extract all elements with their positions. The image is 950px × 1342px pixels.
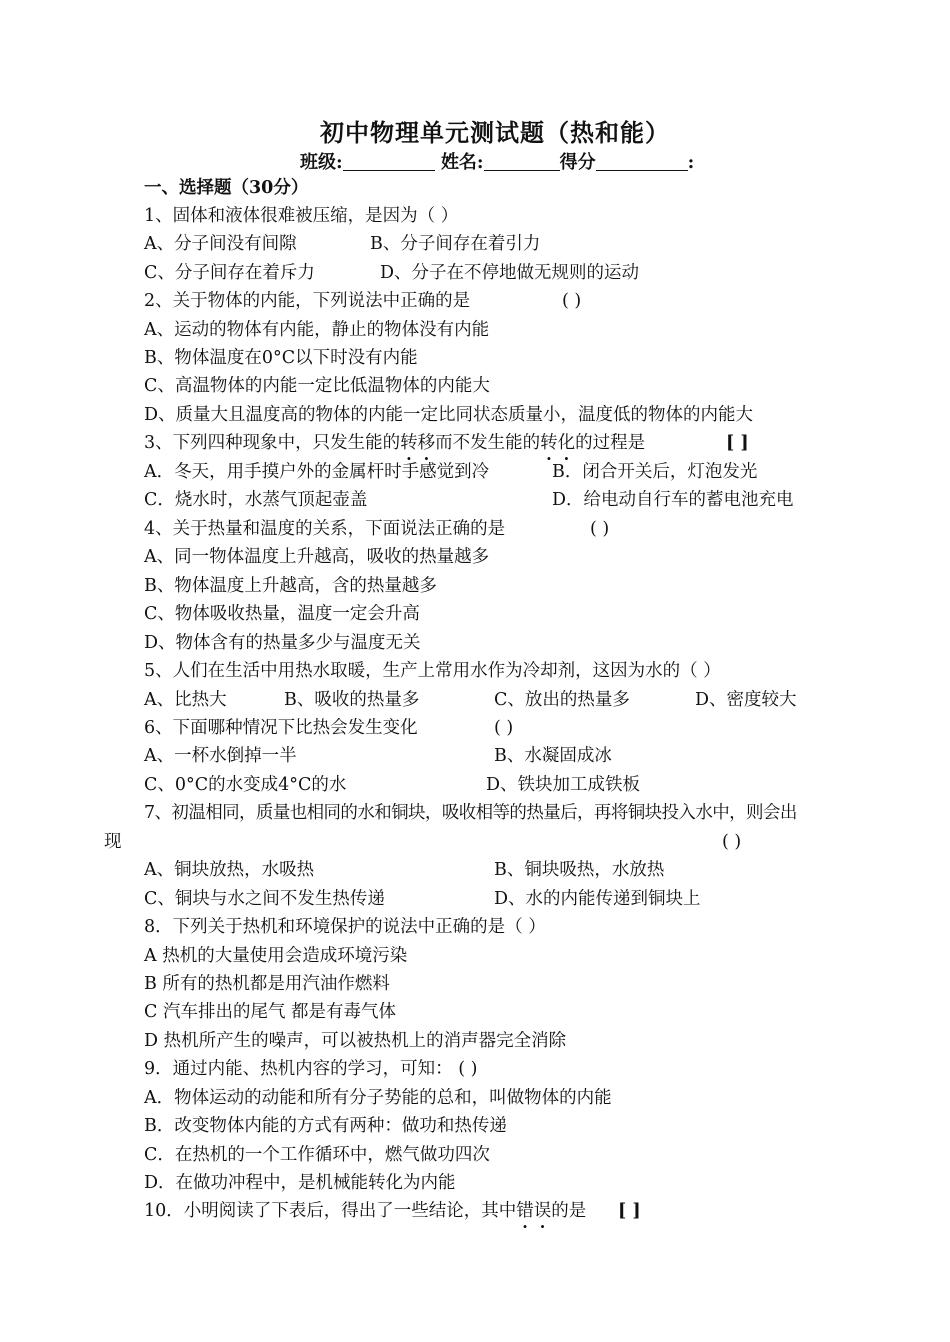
q3-option-d: D．给电动自行车的蓄电池充电: [552, 490, 794, 510]
q6-option-a: A、一杯水倒掉一半: [144, 746, 297, 766]
student-info-row: [300, 148, 694, 174]
q5-option-b: B、吸收的热量多: [284, 690, 420, 710]
q6-option-b: B、水凝固成冰: [494, 746, 612, 766]
q3-stem-pre: 3、下列四种现象中，只发生能的: [144, 433, 401, 453]
q8-option-d: D 热机所产生的噪声，可以被热机上的消声器完全消除: [144, 1031, 567, 1051]
q7-option-b: B、铜块吸热，水放热: [494, 860, 665, 880]
q10-emphasis-char: 误: [533, 1201, 552, 1221]
q3-stem-mid: 而不发生能的: [435, 433, 541, 453]
q9-option-b: B．改变物体内能的方式有两种：做功和热传递: [144, 1116, 507, 1136]
q7-option-d: D、水的内能传递到铜块上: [494, 889, 701, 909]
q9-option-d: D．在做功冲程中，是机械能转化为内能: [144, 1173, 456, 1193]
question-5-stem: 5、人们在生活中用热水取暖，生产上常用水作为冷却剂，这因为水的（ ）: [144, 661, 721, 681]
q6-option-d: D、铁块加工成铁板: [486, 775, 641, 795]
q2-answer-bracket: ( ): [562, 291, 582, 311]
q7-answer-bracket: ( ): [722, 832, 742, 852]
q9-option-c: C．在热机的一个工作循环中，燃气做功四次: [144, 1145, 490, 1165]
question-10-stem: [144, 1199, 586, 1223]
q10-answer-bracket: [ ]: [618, 1201, 641, 1221]
class-label: 班级:: [300, 152, 343, 173]
question-4-stem: 4、关于热量和温度的关系，下面说法正确的是: [144, 519, 506, 539]
question-8-stem: 8．下列关于热机和环境保护的说法中正确的是（ ）: [144, 917, 546, 937]
question-6-stem: 6、下面哪种情况下比热会发生变化: [144, 718, 418, 738]
q3-option-a: A．冬天，用手摸户外的金属杆时手感觉到冷: [144, 462, 490, 482]
q8-option-a: A 热机的大量使用会造成环境污染: [144, 946, 408, 966]
question-7-stem: 7、初温相同，质量也相同的水和铜块，吸收相等的热量后，再将铜块投入水中，则会出: [144, 803, 797, 823]
q6-option-c: C、0°C的水变成4°C的水: [144, 775, 347, 795]
q6-answer-bracket: ( ): [494, 718, 514, 738]
q7-option-a: A、铜块放热，水吸热: [144, 860, 315, 880]
q1-option-c: C、分子间存在着斥力: [144, 263, 315, 283]
q10-emphasis-char: 错: [516, 1201, 534, 1221]
q8-option-c: C 汽车排出的尾气 都是有毒气体: [144, 1002, 397, 1022]
q3-stem-post: 的过程是: [575, 433, 646, 453]
q2-option-d: D、质量大且温度高的物体的内能一定比同状态质量小，温度低的物体的内能大: [144, 405, 754, 425]
score-label: 得分: [559, 152, 596, 173]
q5-option-d: D、密度较大: [695, 690, 797, 710]
section-heading: 一、选择题（30分）: [144, 178, 309, 198]
q1-option-d: D、分子在不停地做无规则的运动: [380, 263, 640, 283]
page-title: 初中物理单元测试题（热和能）: [320, 118, 670, 147]
q3-option-c: C．烧水时，水蒸气顶起壶盖: [144, 490, 368, 510]
q4-option-b: B、物体温度上升越高，含的热量越多: [144, 576, 437, 596]
q8-option-b: B 所有的热机都是用汽油作燃料: [144, 974, 390, 994]
q3-answer-bracket: [ ]: [726, 433, 749, 453]
q5-option-c: C、放出的热量多: [494, 690, 630, 710]
q4-option-c: C、物体吸收热量，温度一定会升高: [144, 604, 420, 624]
q3-emphasis-char: 移: [417, 433, 436, 453]
q2-option-c: C、高温物体的内能一定比低温物体的内能大: [144, 376, 490, 396]
name-blank[interactable]: [484, 152, 560, 171]
question-7-stem-continued: 现: [104, 832, 122, 852]
q3-option-b: B．闭合开关后，灯泡发光: [552, 462, 758, 482]
q9-option-a: A．物体运动的动能和所有分子势能的总和，叫做物体的内能: [144, 1088, 612, 1108]
info-trailing: :: [687, 152, 695, 173]
q4-option-a: A、同一物体温度上升越高，吸收的热量越多: [144, 547, 490, 567]
name-label: 姓名:: [440, 152, 484, 173]
score-blank[interactable]: [596, 152, 688, 171]
q4-option-d: D、物体含有的热量多少与温度无关: [144, 633, 421, 653]
q7-option-c: C、铜块与水之间不发生热传递: [144, 889, 385, 909]
question-2-stem: 2、关于物体的内能，下列说法中正确的是: [144, 291, 471, 311]
q3-emphasis-char: 转: [400, 433, 418, 453]
q4-answer-bracket: ( ): [590, 519, 610, 539]
q2-option-a: A、运动的物体有内能，静止的物体没有内能: [144, 320, 490, 340]
q1-option-b: B、分子间存在着引力: [370, 234, 541, 254]
question-9-stem: 9．通过内能、热机内容的学习，可知： ( ): [144, 1059, 478, 1079]
q1-option-a: A、分子间没有间隙: [144, 234, 297, 254]
question-1-stem: 1、固体和液体很难被压缩，是因为（ ）: [144, 206, 459, 226]
q10-stem-pre: 10．小明阅读了下表后，得出了一些结论，其中: [144, 1201, 517, 1221]
class-blank[interactable]: [343, 152, 435, 171]
q3-emphasis-char: 转: [540, 433, 558, 453]
q3-emphasis-char: 化: [557, 433, 576, 453]
q2-option-b: B、物体温度在0°C以下时没有内能: [144, 348, 418, 368]
question-3-stem: [144, 431, 645, 455]
q10-stem-post: 的是: [551, 1201, 587, 1221]
q5-option-a: A、比热大: [144, 690, 227, 710]
